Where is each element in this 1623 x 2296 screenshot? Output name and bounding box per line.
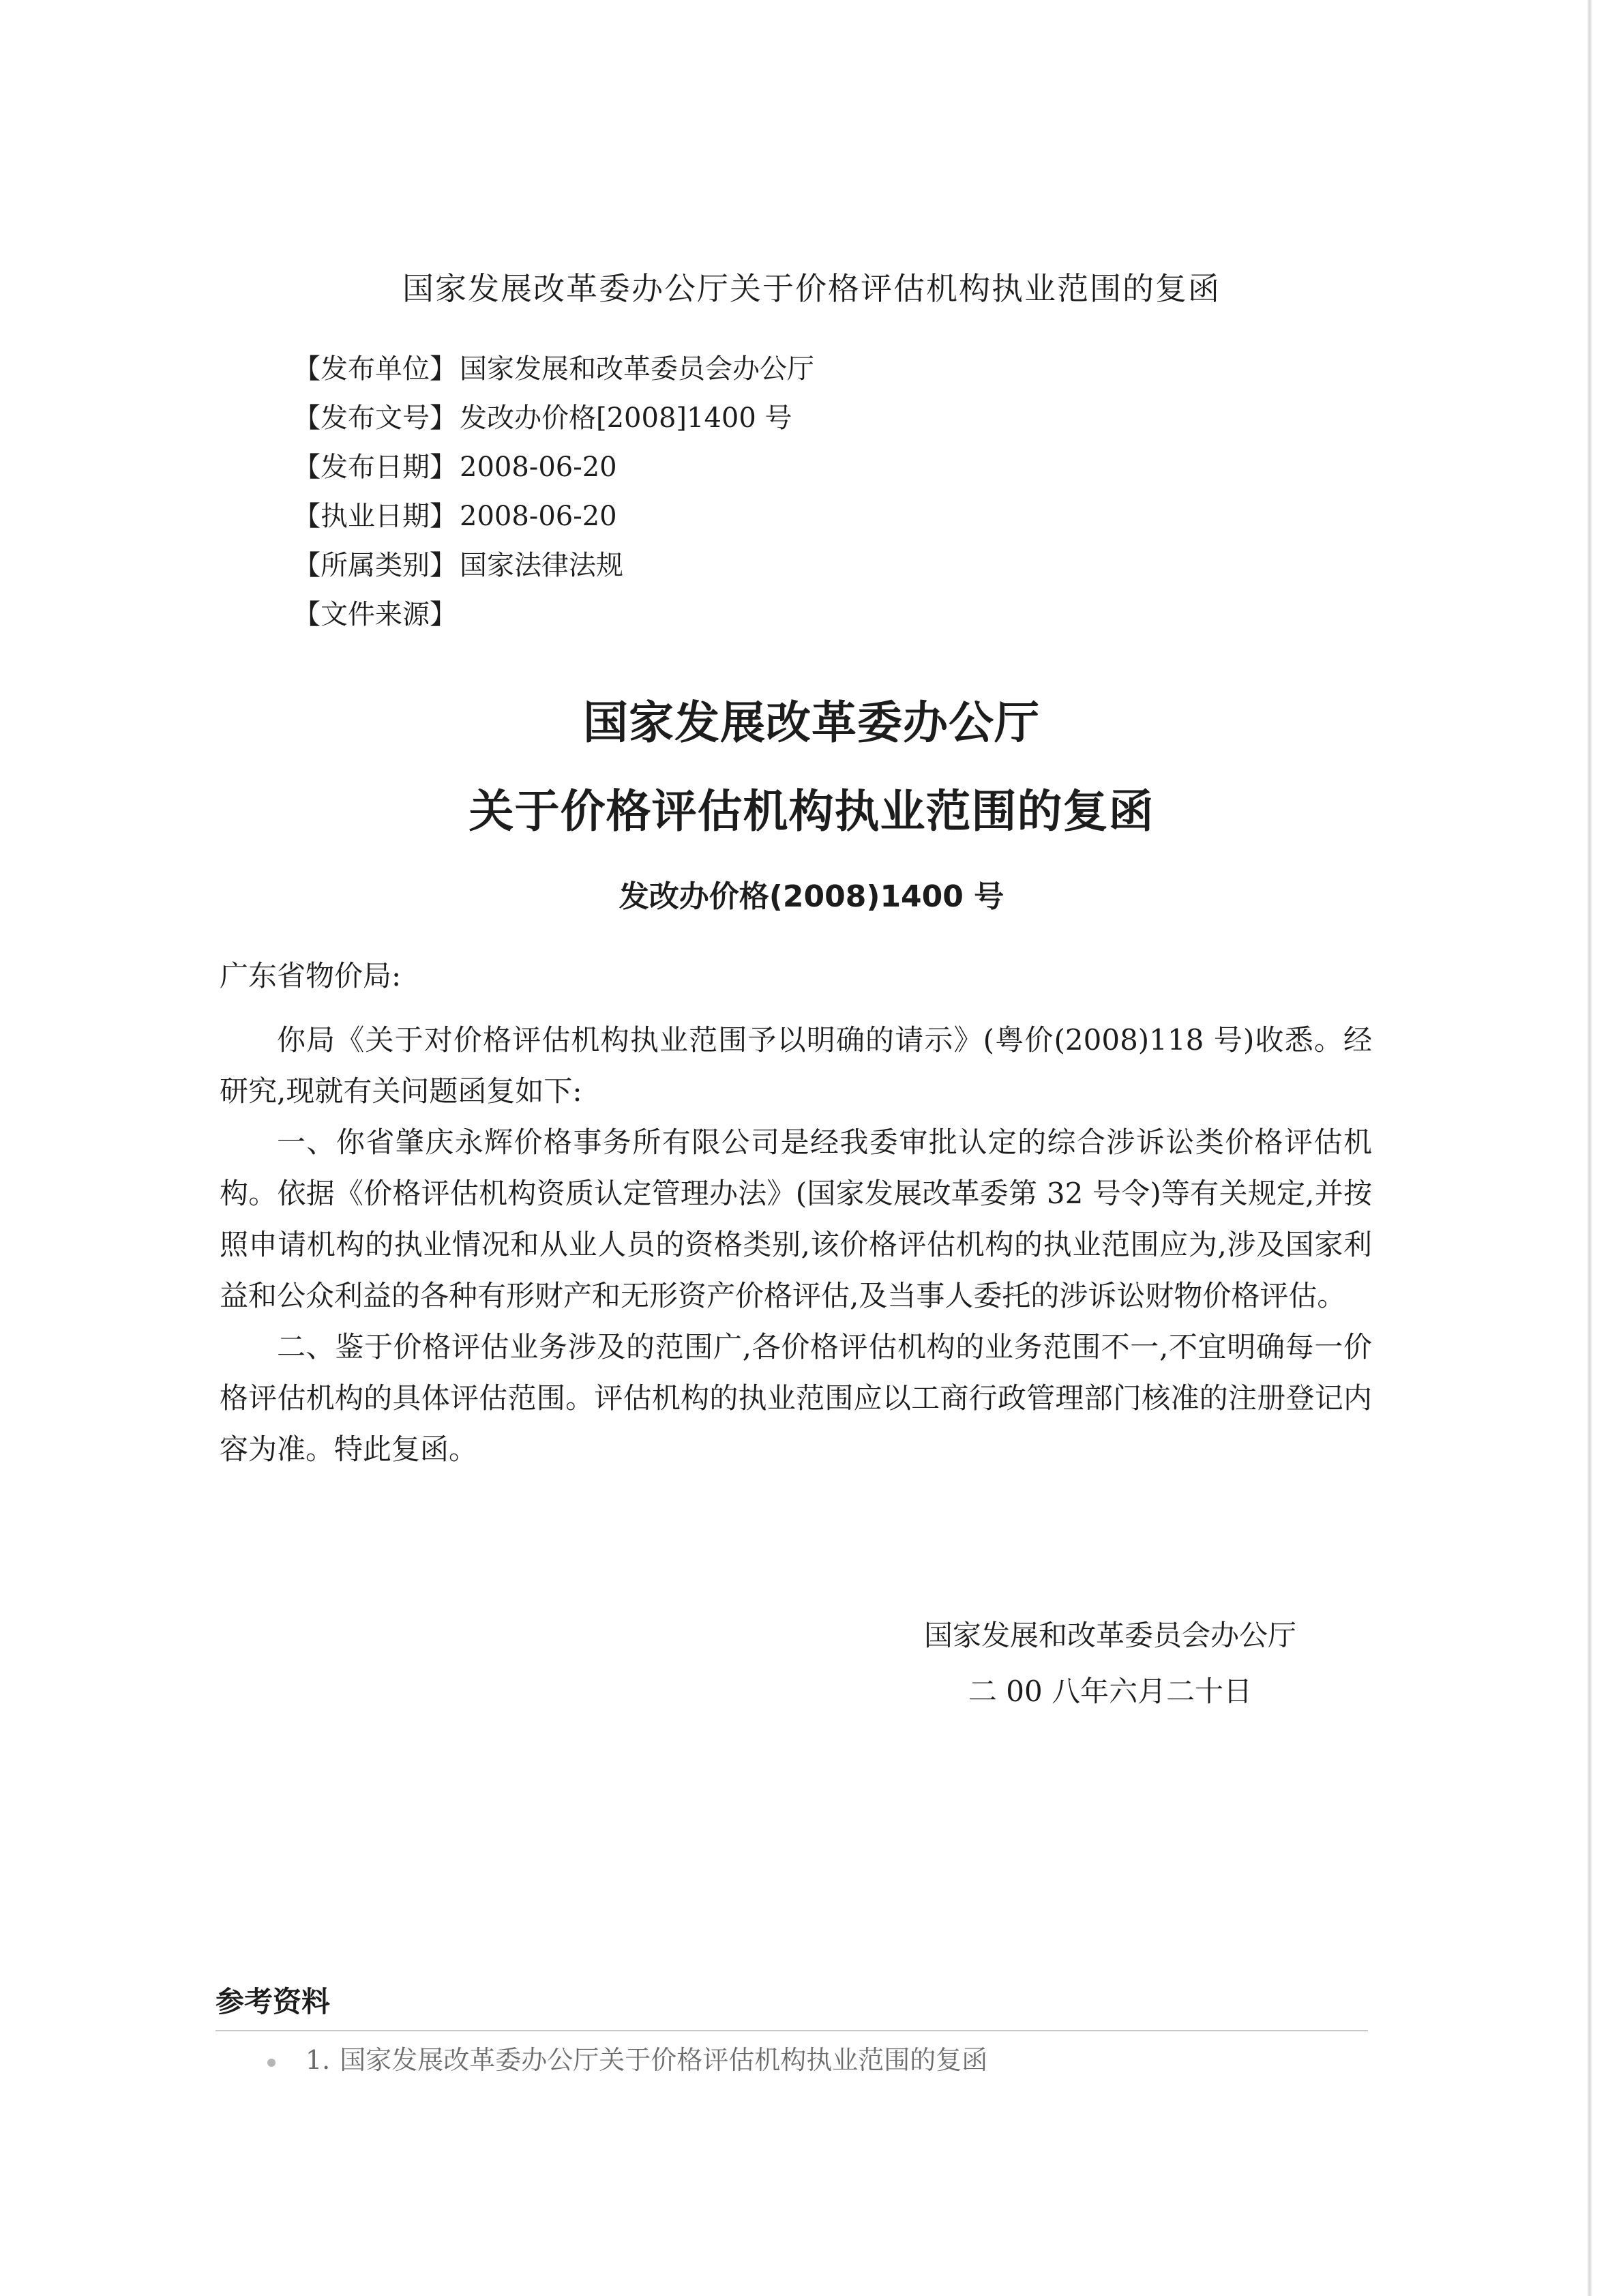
meta-row-publisher <box>293 344 814 394</box>
meta-label: 【文件来源】 <box>293 599 457 630</box>
meta-row-publish-date <box>293 443 814 492</box>
meta-row-category <box>293 541 814 590</box>
meta-value: 国家法律法规 <box>460 550 623 581</box>
reference-link[interactable] <box>267 2040 987 2080</box>
meta-value: 发改办价格[2008]1400 号 <box>460 402 792 434</box>
bullet-icon <box>267 2059 276 2067</box>
document-title-line-2: 关于价格评估机构执业范围的复函 <box>468 785 1155 838</box>
meta-value: 国家发展和改革委员会办公厅 <box>460 353 814 385</box>
signature-date: 二 00 八年六月二十日 <box>968 1675 1253 1708</box>
page-edge <box>1588 0 1592 2296</box>
salutation: 广东省物价局: <box>220 959 402 992</box>
meta-row-doc-number <box>293 394 814 443</box>
meta-label: 【发布文号】 <box>293 402 457 434</box>
reference-text: 国家发展改革委办公厅关于价格评估机构执业范围的复函 <box>340 2045 988 2075</box>
meta-label: 【所属类别】 <box>293 550 457 581</box>
body-paragraph: 二、鉴于价格评估业务涉及的范围广,各价格评估机构的业务范围不一,不宜明确每一价格评估机构的具体评估范围。评估机构的执业范围应以工商行政管理部门核准的注册登记内容为准。特此复函。 <box>220 1330 1372 1466</box>
meta-row-effective-date <box>293 492 814 541</box>
signature-org: 国家发展和改革委员会办公厅 <box>924 1619 1297 1652</box>
meta-label: 【发布单位】 <box>293 353 457 385</box>
body-paragraph: 一、你省肇庆永辉价格事务所有限公司是经我委审批认定的综合涉诉讼类价格评估机构。依据《价格评估机构资质认定管理办法》(国家发展改革委第 32 号令)等有关规定,并按照申请机构的执业情况和从业人员的资格类别,该价格评估机构的执业范围应为,涉及国家利益和公众利益的各种有形财产和无形资产价格评估,及当事人委托的涉诉讼财物价格评估。 <box>220 1125 1372 1312</box>
signature-block <box>924 1611 1296 1716</box>
document-number: 发改办价格(2008)1400 号 <box>619 879 1004 914</box>
meta-label: 【发布日期】 <box>293 452 457 483</box>
document-title-line-1: 国家发展改革委办公厅 <box>583 696 1040 749</box>
meta-value: 2008-06-20 <box>460 501 617 532</box>
document-body <box>220 952 1372 1475</box>
page-title: 国家发展改革委办公厅关于价格评估机构执业范围的复函 <box>402 270 1221 307</box>
body-paragraph: 你局《关于对价格评估机构执业范围予以明确的请示》(粤价(2008)118 号)收悉。经研究,现就有关问题函复如下: <box>220 1023 1372 1108</box>
meta-value: 2008-06-20 <box>460 452 617 483</box>
meta-row-source <box>293 590 814 639</box>
references-divider <box>215 2030 1368 2031</box>
reference-number: 1. <box>306 2045 331 2075</box>
meta-label: 【执业日期】 <box>293 501 457 532</box>
metadata-block <box>293 344 814 639</box>
references-heading: 参考资料 <box>215 1985 331 2018</box>
